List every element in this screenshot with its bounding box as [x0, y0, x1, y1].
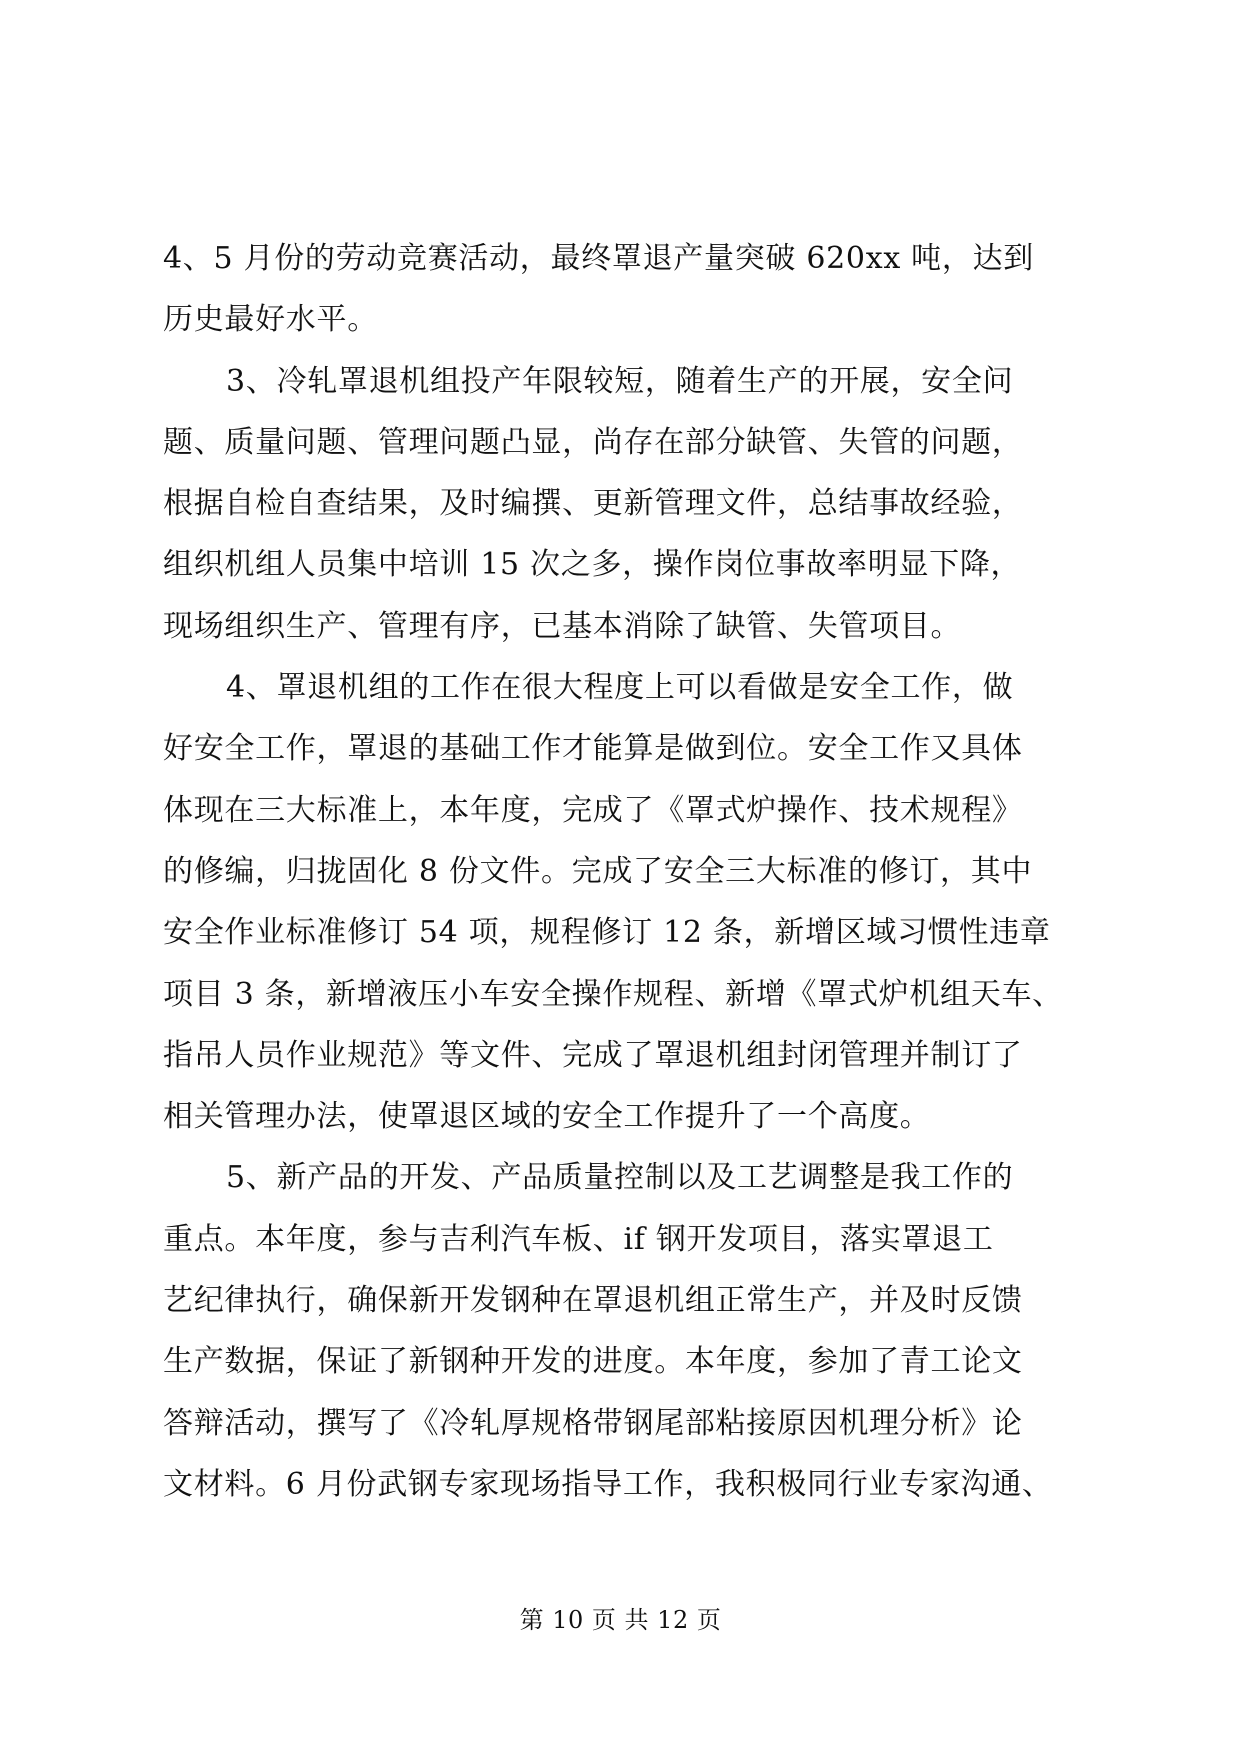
paragraph-start-line: 5、新产品的开发、产品质量控制以及工艺调整是我工作的 [226, 1160, 1014, 1196]
text-line: 答辩活动，撰写了《冷轧厚规格带钢尾部粘接原因机理分析》论 [163, 1405, 1023, 1441]
text-line: 指吊人员作业规范》等文件、完成了罩退机组封闭管理并制订了 [163, 1037, 1023, 1073]
paragraph-start-line: 4、罩退机组的工作在很大程度上可以看做是安全工作，做 [226, 670, 1014, 706]
paragraph-start-line: 3、冷轧罩退机组投产年限较短，随着生产的开展，安全问 [226, 363, 1014, 399]
text-line: 重点。本年度，参与吉利汽车板、if 钢开发项目，落实罩退工 [163, 1221, 994, 1257]
text-line: 历史最好水平。 [163, 302, 378, 338]
text-line: 题、质量问题、管理问题凸显，尚存在部分缺管、失管的问题， [163, 424, 1023, 460]
text-line: 项目 3 条，新增液压小车安全操作规程、新增《罩式炉机组天车、 [163, 976, 1063, 1012]
text-line: 组织机组人员集中培训 15 次之多，操作岗位事故率明显下降， [163, 547, 1022, 583]
text-line: 相关管理办法，使罩退区域的安全工作提升了一个高度。 [163, 1099, 931, 1135]
text-line: 4、5 月份的劳动竞赛活动，最终罩退产量突破 620xx 吨，达到 [163, 241, 1034, 276]
text-line: 根据自检自查结果，及时编撰、更新管理文件，总结事故经验， [163, 486, 1023, 522]
text-line: 现场组织生产、管理有序，已基本消除了缺管、失管项目。 [163, 608, 962, 644]
text-line: 生产数据，保证了新钢种开发的进度。本年度，参加了青工论文 [163, 1344, 1023, 1380]
text-line: 文材料。6 月份武钢专家现场指导工作，我积极同行业专家沟通、 [163, 1466, 1053, 1502]
body-text [163, 228, 1085, 1515]
text-line: 艺纪律执行，确保新开发钢种在罩退机组正常生产，并及时反馈 [163, 1283, 1023, 1319]
text-line: 安全作业标准修订 54 项，规程修订 12 条，新增区域习惯性违章 [163, 915, 1051, 951]
text-line: 体现在三大标准上，本年度，完成了《罩式炉操作、技术规程》 [163, 792, 1023, 828]
text-line: 好安全工作，罩退的基础工作才能算是做到位。安全工作又具体 [163, 731, 1023, 767]
text-line: 的修编，归拢固化 8 份文件。完成了安全三大标准的修订，其中 [163, 853, 1033, 889]
page-number-footer: 第 10 页 共 12 页 [519, 1606, 722, 1634]
